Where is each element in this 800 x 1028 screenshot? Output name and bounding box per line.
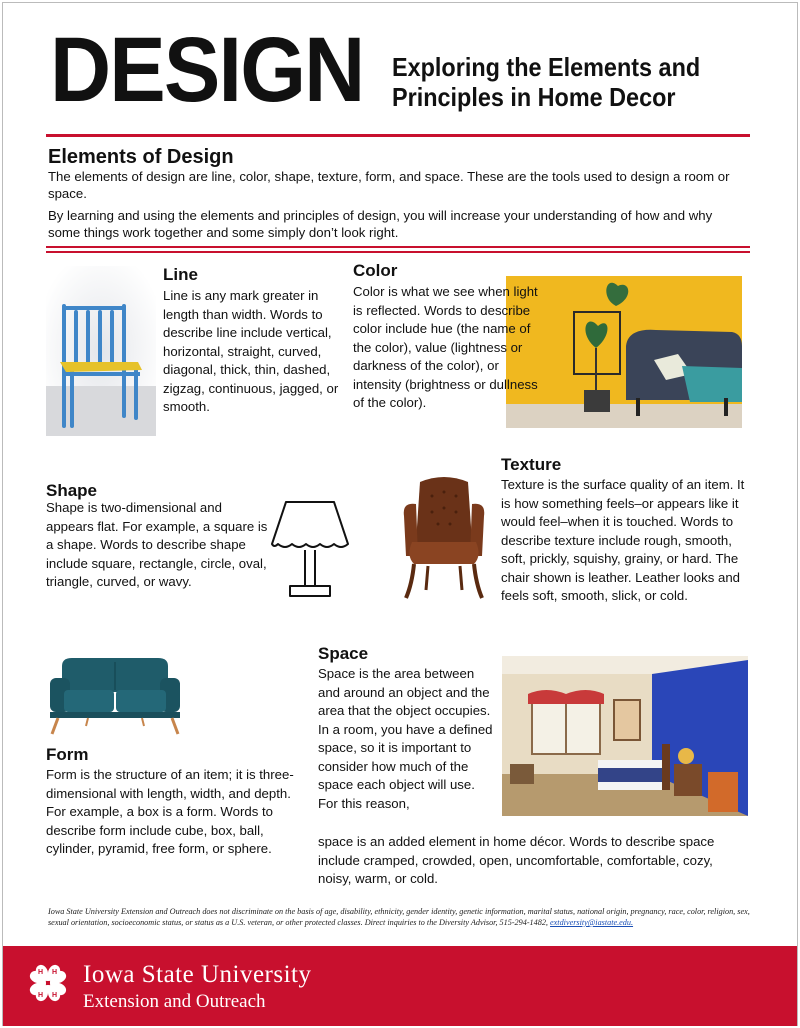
space-title: Space (318, 644, 369, 663)
texture-title: Texture (501, 455, 562, 474)
intro-paragraph-2: By learning and using the elements and principles of design, you will increase your understanding of how and why some things work together and some simply don’t look right. (48, 208, 713, 240)
nondiscrimination-text: Iowa State University Extension and Outreach does not discriminate on the basis of age, disability, ethnicity, gender identity, genetic information, marital status, national origin, pregnancy, race, color, religion, sex, sexual orientation, socioeconomic status, or status as a U.S. veteran, or other protected classes. Direct inquiries to the Diversity Advisor, 515-294-1482, (48, 907, 750, 927)
intro-paragraph-1: The elements of design are line, color, shape, texture, form, and space. These are the tools used to design a room or space. (48, 169, 730, 201)
svg-text:H: H (38, 992, 44, 999)
svg-text:H: H (38, 969, 44, 976)
org-subtitle: Extension and Outreach (83, 991, 266, 1012)
section-heading: Elements of Design (48, 146, 234, 168)
color-title: Color (353, 261, 398, 280)
bedroom-image (502, 656, 748, 816)
form-title: Form (46, 745, 89, 764)
line-text: Line is any mark greater in length than width. Words to describe line include vertical, horizontal, straight, curved, diagonal, thick, thin, dashed, zigzag, continuous, jagged, or smooth. (163, 288, 339, 414)
divider-top (46, 134, 750, 137)
nondiscrimination-note (48, 906, 752, 928)
diversity-email-link[interactable]: extdiversity@iastate.edu. (550, 918, 634, 927)
divider-mid-1 (46, 246, 750, 248)
lamp-shape-icon (268, 498, 352, 602)
teal-sofa-image (48, 656, 182, 736)
svg-text:H: H (52, 992, 58, 999)
org-name: Iowa State University (83, 961, 312, 988)
form-text: Form is the structure of an item; it is three-dimensional with length, width, and depth. For example, a box is a form. Words to describe form include cube, box, ball, cylinder, pyramid, free form, or sphere. (46, 767, 294, 856)
divider-mid-2 (46, 251, 750, 253)
space-text-1: Space is the area between and around an object and the area that the object occupies. In a room, you have a defined space, so it is important to consider how much of the space each object will use. For this reason, (318, 666, 493, 811)
4h-clover-icon (26, 961, 70, 1005)
leather-chair-image (398, 476, 490, 602)
page-subtitle: Exploring the Elements and Principles in Home Decor (392, 52, 701, 112)
line-title: Line (163, 265, 198, 284)
shape-title: Shape (46, 481, 98, 500)
shape-text: Shape is two-dimensional and appears flat. For example, a square is a shape. Words to describe shape include square, rectangle, circle, oval, triangle, curved, or wavy. (46, 500, 268, 589)
color-text: Color is what we see when light is reflected. Words to describe color include hue (the name of the color), value (lightness or darkness of the color), or intensity (brightness or dullness of the color). (353, 284, 538, 410)
page-title: DESIGN (50, 19, 364, 121)
svg-text:H: H (52, 969, 58, 976)
space-text-2: space is an added element in home décor. Words to describe space include cramped, crowded, open, uncomfortable, comfortable, cozy, noisy, warm, or cold. (318, 834, 715, 886)
blue-chair-image (46, 266, 156, 436)
texture-text: Texture is the surface quality of an item. It is how something feels–or appears like it would feel–when it is touched. Words to describe texture include rough, smooth, soft, prickly, squishy, grainy, or hard. The chair shown is leather. Leather looks and feels soft, smooth, slick, or cold. (501, 477, 745, 603)
